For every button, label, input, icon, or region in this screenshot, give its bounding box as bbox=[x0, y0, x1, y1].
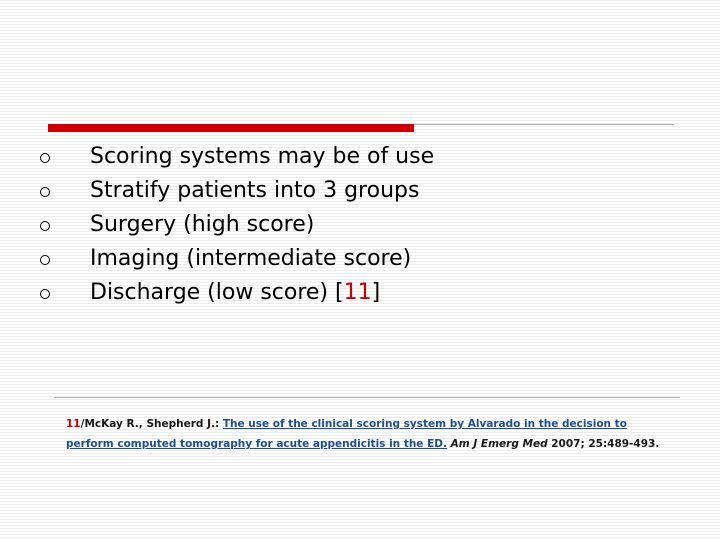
hollow-circle-bullet-icon bbox=[40, 153, 50, 163]
bullet-item bbox=[40, 242, 434, 276]
bullet-item bbox=[40, 140, 434, 174]
reference-citation bbox=[66, 414, 666, 454]
footer-divider-line bbox=[54, 397, 680, 398]
bullet-text: Scoring systems may be of use bbox=[90, 144, 435, 169]
title-accent-bar bbox=[48, 124, 414, 132]
hollow-circle-bullet-icon bbox=[40, 221, 50, 231]
title-divider-line bbox=[414, 124, 674, 125]
bullet-item bbox=[40, 208, 434, 242]
reference-number: 11 bbox=[343, 280, 372, 305]
hollow-circle-bullet-icon bbox=[40, 289, 50, 299]
bullet-text: Discharge (low score) [ bbox=[90, 280, 344, 305]
citation-number: 11 bbox=[66, 418, 81, 430]
citation-details: 2007; 25:489-493. bbox=[547, 438, 660, 450]
bullet-item bbox=[40, 276, 434, 310]
bullet-text-suffix: ] bbox=[371, 280, 381, 305]
bullet-item bbox=[40, 174, 434, 208]
hollow-circle-bullet-icon bbox=[40, 187, 50, 197]
citation-title-link[interactable]: The use of the clinical scoring system by Alvarado in the decision to perform computed tomography for acute appendicitis in the ED. bbox=[66, 418, 627, 450]
bullet-list bbox=[40, 140, 434, 310]
bullet-text: Surgery (high score) bbox=[90, 212, 315, 237]
citation-authors: /McKay R., Shepherd J.: bbox=[80, 418, 223, 430]
bullet-text: Stratify patients into 3 groups bbox=[90, 178, 420, 203]
citation-journal: Am J Emerg Med bbox=[450, 438, 548, 450]
bullet-text: Imaging (intermediate score) bbox=[90, 246, 412, 271]
hollow-circle-bullet-icon bbox=[40, 255, 50, 265]
